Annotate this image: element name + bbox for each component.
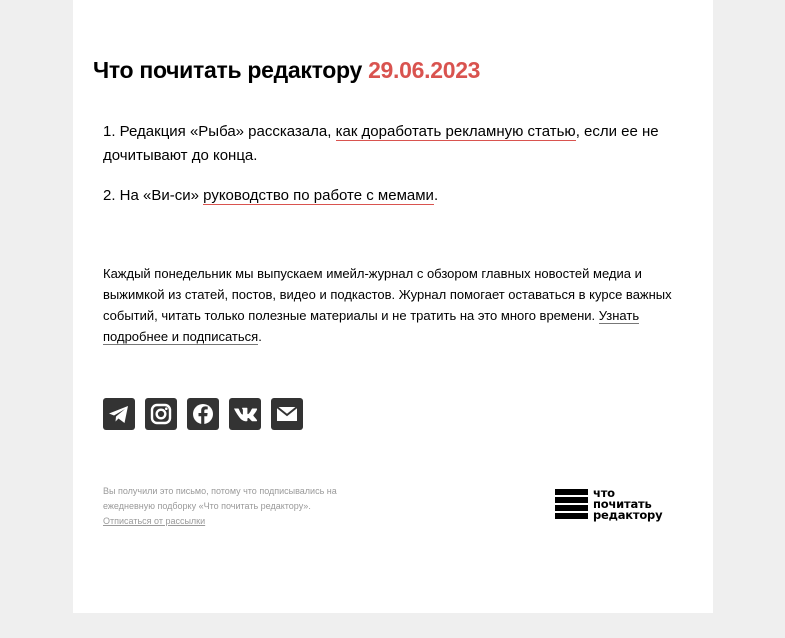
subscribe-link[interactable]: Узнать подробнее и подписаться	[103, 308, 640, 344]
list-item: 1. Редакция «Рыба» рассказала, как доработать рекламную статью, если ее не дочитывают до конца.	[103, 123, 659, 164]
footer-text: Вы получили это письмо, потому что подписывались на ежедневную подборку «Что почитать редактору».	[103, 486, 337, 511]
logo-text: что почитать редактору	[593, 486, 663, 522]
telegram-icon[interactable]	[103, 398, 135, 430]
unsubscribe-link[interactable]: Отписаться от рассылки	[103, 516, 206, 526]
article-link-ad-article[interactable]: как доработать рекламную статью	[335, 123, 576, 140]
facebook-icon[interactable]	[187, 398, 219, 430]
logo	[555, 488, 662, 521]
email-icon[interactable]	[271, 398, 303, 430]
newsletter-card	[73, 0, 713, 613]
vk-icon[interactable]	[229, 398, 261, 430]
title-text: Что почитать редактору	[93, 57, 362, 83]
issue-date: 29.06.2023	[368, 57, 481, 83]
instagram-icon[interactable]	[145, 398, 177, 430]
footer-note	[103, 484, 383, 529]
page-title	[93, 57, 480, 84]
logo-bars-icon	[555, 489, 588, 519]
article-list	[103, 120, 663, 224]
list-item: 2. На «Ви-си» руководство по работе с мемами.	[103, 187, 439, 204]
about-text: Каждый понедельник мы выпускаем имейл-журнал с обзором главных новостей медиа и выжимкой из статей, постов, видео и подкастов. Журнал помогает оставаться в курсе важных событий, читать только полезные материалы и не тратить на это много времени. Узнать подробнее и подписаться.	[103, 266, 672, 344]
article-link-memes-guide[interactable]: руководство по работе с мемами	[203, 187, 434, 204]
social-links	[103, 398, 303, 430]
